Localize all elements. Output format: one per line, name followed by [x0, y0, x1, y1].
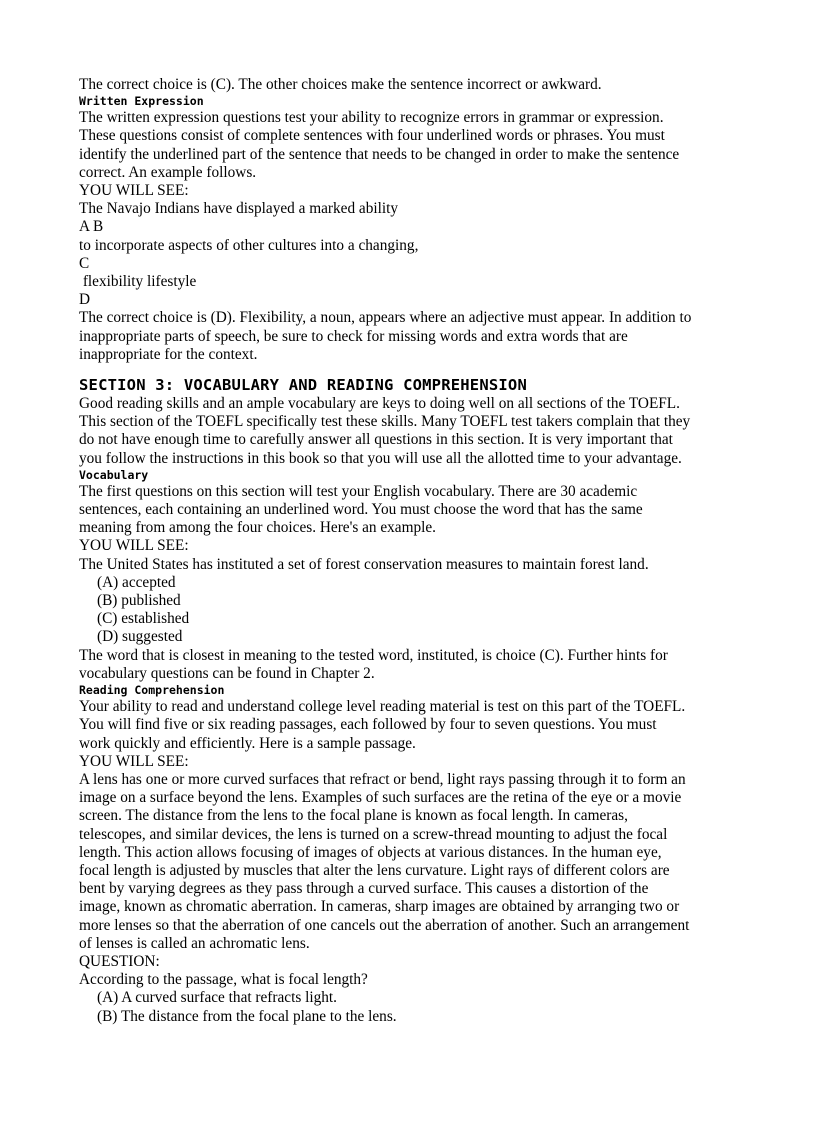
paragraph-line: This section of the TOEFL specifically test these skills. Many TOEFL test takers complain that they — [79, 413, 691, 431]
passage-line: bent by varying degrees as they pass through a curved surface. This causes a distortion of the — [79, 880, 649, 898]
example-line: A B — [79, 218, 104, 236]
paragraph-line: meaning from among the four choices. Here's an example. — [79, 519, 437, 537]
passage-line: of lenses is called an achromatic lens. — [79, 934, 310, 952]
question-label: QUESTION: — [79, 952, 160, 970]
example-line: to incorporate aspects of other cultures into a changing, — [79, 236, 419, 254]
you-will-see-label: YOU WILL SEE: — [79, 752, 189, 770]
passage-line: image on a surface beyond the lens. Examples of such surfaces are the retina of the eye or a movie — [79, 789, 682, 807]
vocabulary-options — [79, 574, 744, 647]
answer-line: The correct choice is (D). Flexibility, a noun, appears where an adjective must appear. In addition to — [79, 309, 692, 327]
answer-line: The word that is closest in meaning to the tested word, instituted, is choice (C). Further hints for — [79, 646, 668, 664]
paragraph-line: do not have enough time to carefully answer all questions in this section. It is very important that — [79, 431, 673, 449]
example-line: C — [79, 254, 90, 272]
paragraph-line: Good reading skills and an ample vocabulary are keys to doing well on all sections of the TOEFL. — [79, 395, 680, 413]
vocabulary-heading: Vocabulary — [79, 467, 149, 482]
passage-line: A lens has one or more curved surfaces that refract or bend, light rays passing through it to form an — [79, 770, 686, 788]
passage-line: image, known as chromatic aberration. In cameras, sharp images are obtained by arranging two or — [79, 898, 680, 916]
paragraph-line: you follow the instructions in this book so that you will use all the allotted time to your advantage. — [79, 449, 682, 467]
option-d: (D) suggested — [97, 628, 183, 646]
passage-line: length. This action allows focusing of images of objects at various distances. In the human eye, — [79, 843, 662, 861]
paragraph-line: You will find five or six reading passages, each followed by four to seven questions. You must — [79, 716, 657, 734]
paragraph-line: correct. An example follows. — [79, 163, 257, 181]
paragraph-line: Your ability to read and understand college level reading material is test on this part of the TOEFL. — [79, 698, 686, 716]
vocabulary-answer — [79, 647, 744, 683]
example-line: flexibility lifestyle — [79, 273, 197, 291]
paragraph-line: These questions consist of complete sentences with four underlined words or phrases. You must — [79, 127, 665, 145]
passage-line: more lenses so that the aberration of one cancels out the aberration of another. Such an arrangement — [79, 916, 690, 934]
reading-comprehension-heading: Reading Comprehension — [79, 683, 225, 698]
answer-line: vocabulary questions can be found in Chapter 2. — [79, 664, 375, 682]
question-text: According to the passage, what is focal length? — [79, 971, 368, 989]
option-b: (B) published — [97, 592, 181, 610]
option-a: (A) accepted — [97, 573, 176, 591]
reading-passage — [79, 771, 744, 953]
passage-line: focal length is adjusted by muscles that alter the lens curvature. Light rays of different colors are — [79, 861, 670, 879]
reading-paragraph — [79, 698, 744, 753]
paragraph-line: work quickly and efficiently. Here is a sample passage. — [79, 734, 416, 752]
vocabulary-example-sentence: The United States has instituted a set of forest conservation measures to maintain forest land. — [79, 555, 649, 573]
section-3-intro — [79, 395, 744, 468]
paragraph-line: The written expression questions test your ability to recognize errors in grammar or expression. — [79, 109, 664, 127]
paragraph-line: identify the underlined part of the sentence that needs to be changed in order to make the sentence — [79, 145, 680, 163]
document-page — [79, 76, 744, 1026]
passage-line: telescopes, and similar devices, the lens is turned on a screw-thread mounting to adjust the focal — [79, 825, 668, 843]
section-3-heading: SECTION 3: VOCABULARY AND READING COMPREHENSION — [79, 376, 527, 395]
passage-line: screen. The distance from the lens to the focal plane is known as focal length. In cameras, — [79, 807, 628, 825]
example-line: The Navajo Indians have displayed a marked ability — [79, 200, 399, 218]
written-expression-heading: Written Expression — [79, 94, 204, 109]
answer-line: inappropriate for the context. — [79, 345, 258, 363]
paragraph-line: sentences, each containing an underlined word. You must choose the word that has the same — [79, 501, 643, 519]
option-b: (B) The distance from the focal plane to the lens. — [97, 1007, 397, 1025]
option-a: (A) A curved surface that refracts light. — [97, 989, 337, 1007]
vocabulary-paragraph — [79, 483, 744, 538]
you-will-see-label: YOU WILL SEE: — [79, 182, 189, 200]
reading-options — [79, 989, 744, 1025]
answer-line: inappropriate parts of speech, be sure to check for missing words and extra words that are — [79, 327, 628, 345]
written-expression-paragraph — [79, 109, 744, 182]
written-expression-example — [79, 200, 744, 309]
you-will-see-label: YOU WILL SEE: — [79, 537, 189, 555]
written-expression-answer — [79, 309, 744, 364]
paragraph-line: The first questions on this section will test your English vocabulary. There are 30 academic — [79, 482, 638, 500]
example-line: D — [79, 291, 91, 309]
option-c: (C) established — [97, 610, 190, 628]
intro-line: The correct choice is (C). The other choices make the sentence incorrect or awkward. — [79, 76, 602, 93]
